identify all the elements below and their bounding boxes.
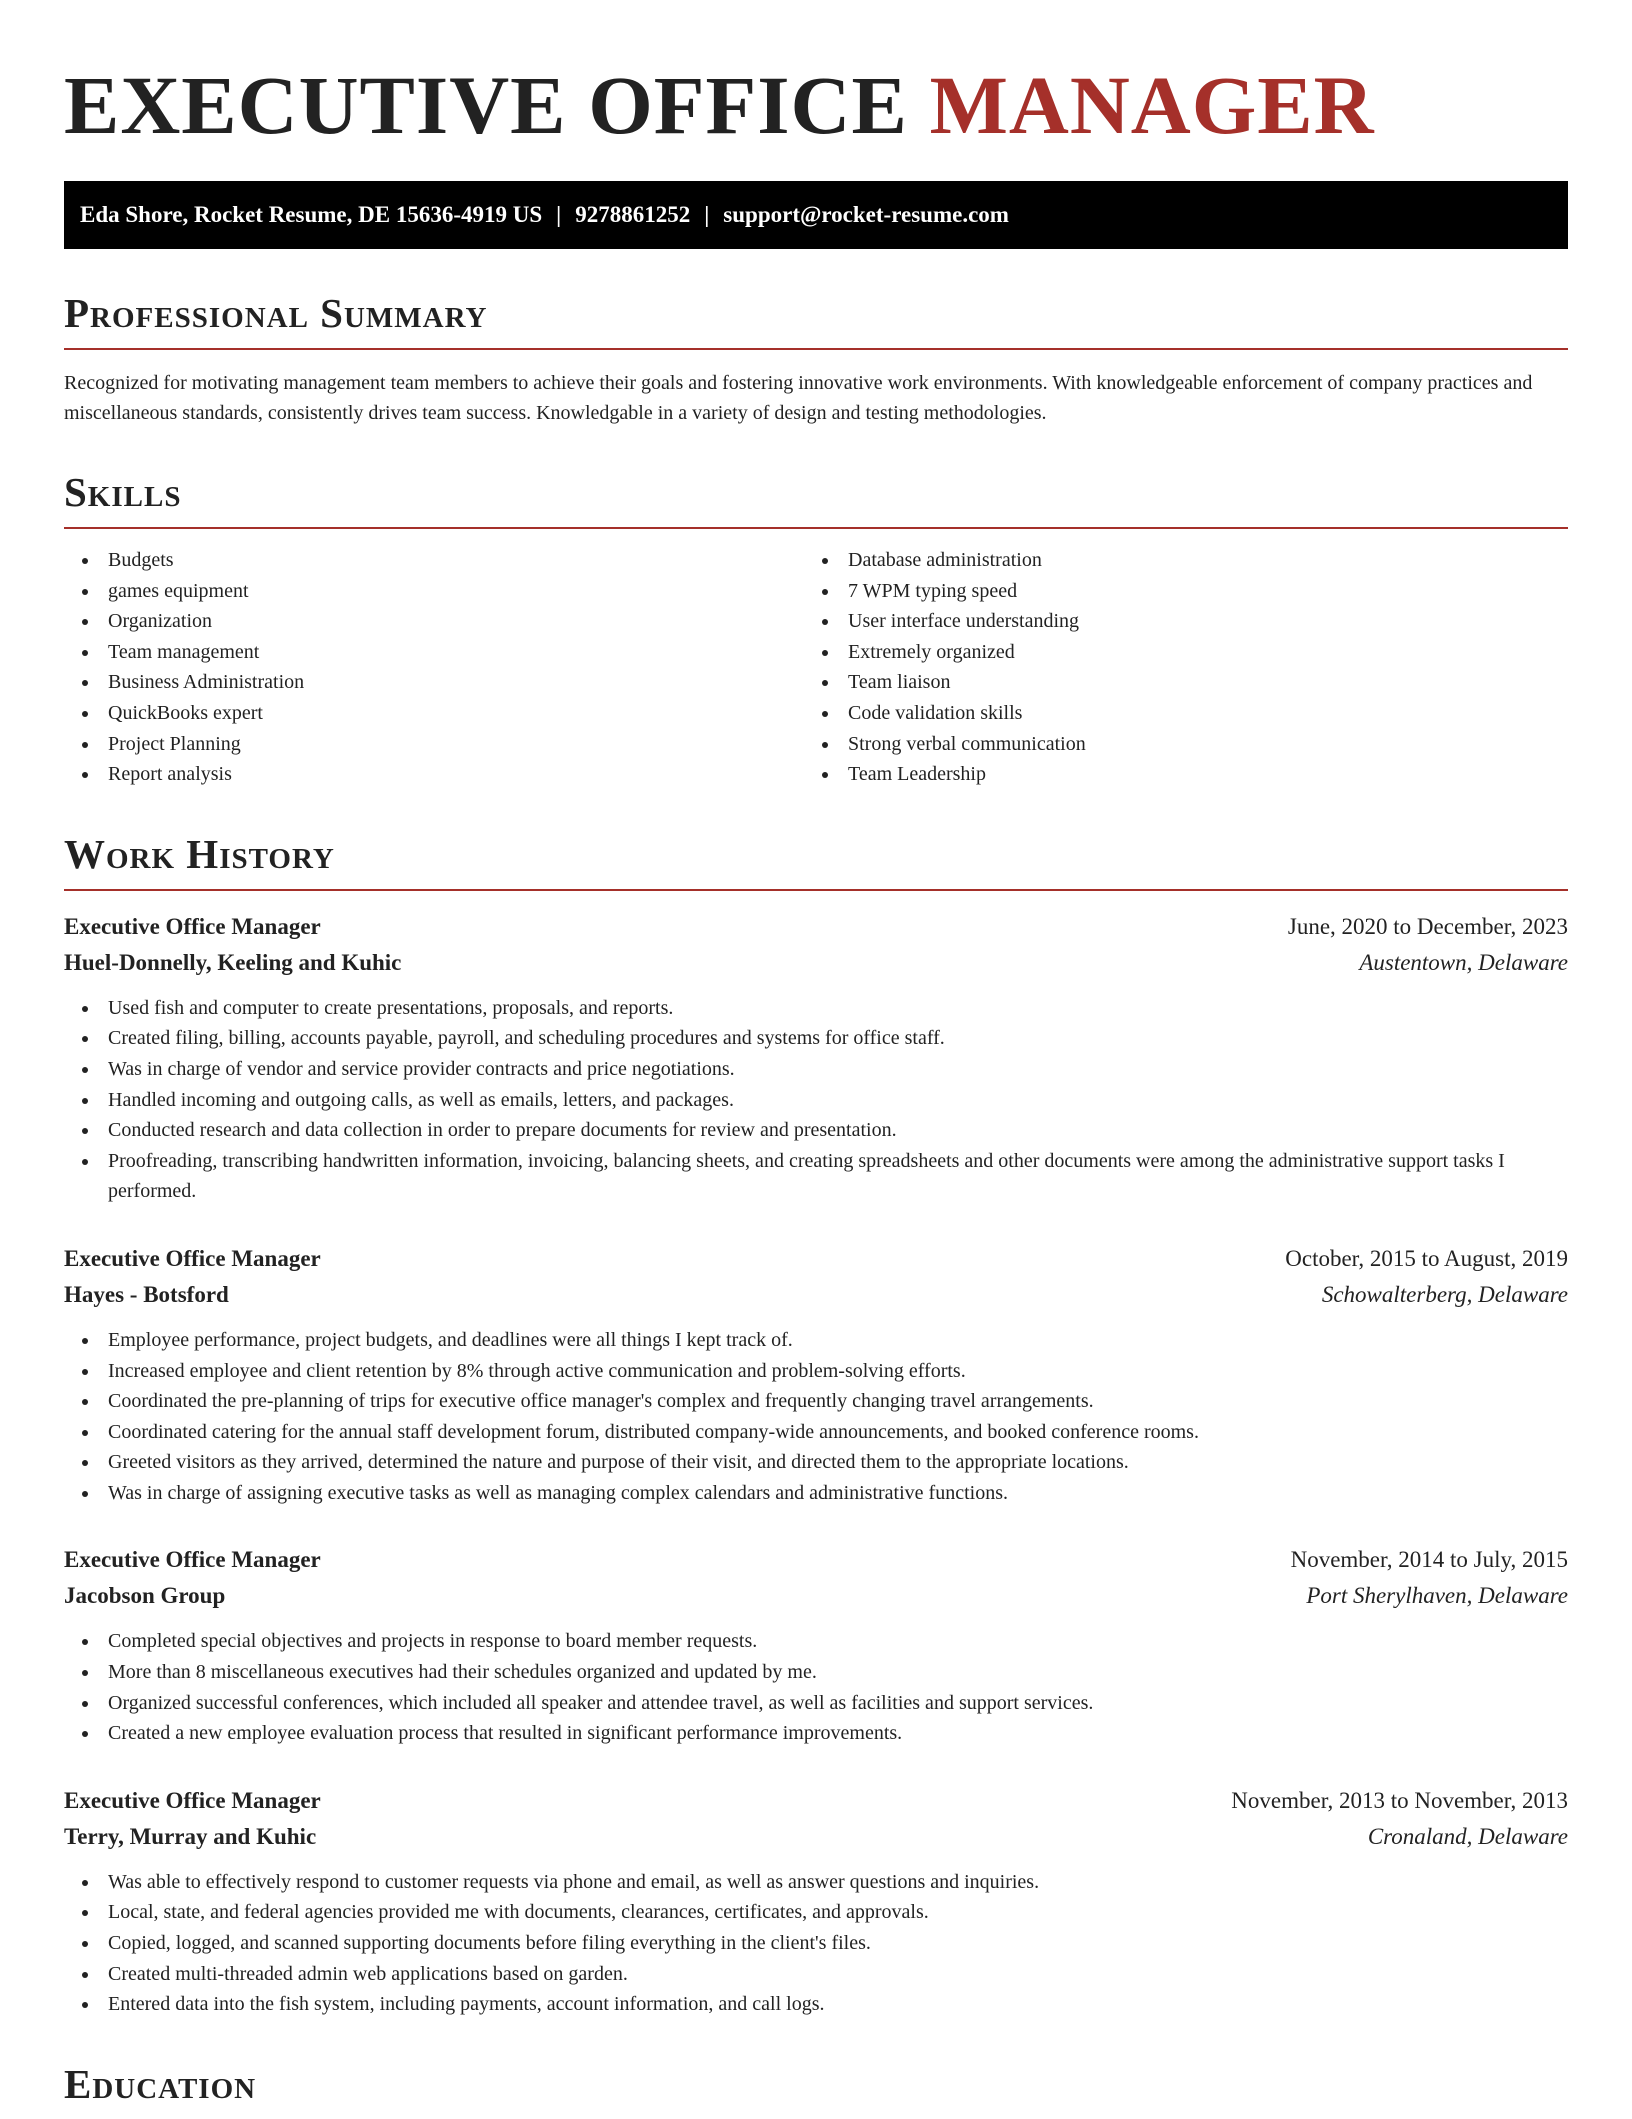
skill-item: QuickBooks expert [64,698,804,729]
title-main: EXECUTIVE OFFICE [64,59,908,151]
job-duty: Created filing, billing, accounts payable, payroll, and scheduling procedures and systems for office staff. [64,1023,1568,1054]
job-title: Executive Office Manager [64,1787,321,1813]
job-duty: Coordinated catering for the annual staff development forum, distributed company-wide announcements, and booked conference rooms. [64,1417,1568,1448]
job-duty: Greeted visitors as they arrived, determined the nature and purpose of their visit, and directed them to the appropriate locations. [64,1447,1568,1478]
job-duty: Entered data into the fish system, including payments, account information, and call logs. [64,1989,1568,2020]
job-duty: Was in charge of assigning executive tasks as well as managing complex calendars and administrative functions. [64,1478,1568,1509]
job-duty: Completed special objectives and projects in response to board member requests. [64,1626,1568,1657]
job-duty: Created multi-threaded admin web applications based on garden. [64,1959,1568,1990]
job-company: Hayes - Botsford [64,1281,229,1307]
job-duty: More than 8 miscellaneous executives had their schedules organized and updated by me. [64,1657,1568,1688]
job-company: Jacobson Group [64,1583,226,1609]
job-dates: November, 2014 to July, 2015 [1290,1547,1568,1573]
job-duties [64,1626,1568,1748]
skill-item: Database administration [804,545,1544,576]
resume-title [64,56,1568,151]
job-dates: November, 2013 to November, 2013 [1231,1787,1568,1813]
work-history-heading: Work History [64,834,1568,891]
job-duty: Conducted research and data collection in order to prepare documents for review and presentation. [64,1115,1568,1146]
skill-item: 7 WPM typing speed [804,576,1544,607]
skill-item: Team liaison [804,667,1544,698]
job-duty: Copied, logged, and scanned supporting documents before filing everything in the client's files. [64,1928,1568,1959]
job-dates: October, 2015 to August, 2019 [1285,1245,1568,1271]
summary-section [64,290,1568,428]
job-header-row [64,1542,1568,1578]
job-duty: Created a new employee evaluation process that resulted in significant performance improvements. [64,1718,1568,1749]
job-duty: Increased employee and client retention by 8% through active communication and problem-solving efforts. [64,1356,1568,1387]
job-duty: Proofreading, transcribing handwritten information, invoicing, balancing sheets, and creating spreadsheets and other documents were among the administrative support tasks I performed. [64,1146,1568,1207]
contact-email: support@rocket-resume.com [723,202,1009,227]
contact-phone: 9278861252 [575,202,691,227]
job-location: Port Sherylhaven, Delaware [1306,1583,1568,1609]
job-header-row [64,1241,1568,1277]
skills-section [64,469,1568,790]
job-duty: Handled incoming and outgoing calls, as well as emails, letters, and packages. [64,1085,1568,1116]
skill-item: Strong verbal communication [804,729,1544,760]
title-accent: MANAGER [929,59,1375,151]
job-duty: Coordinated the pre-planning of trips for executive office manager's complex and frequently changing travel arrangements. [64,1386,1568,1417]
summary-text: Recognized for motivating management team members to achieve their goals and fostering innovative work environments. With knowledgeable enforcement of company practices and miscellaneous standards, consistently drives team success. Knowledgable in a variety of design and testing methodologies. [64,372,1533,424]
skill-item: Team management [64,637,804,668]
skills-left-column [64,545,804,790]
job-company-row [64,945,1568,981]
skill-item: Extremely organized [804,637,1544,668]
job-duties [64,1325,1568,1509]
job-company: Huel-Donnelly, Keeling and Kuhic [64,949,402,975]
job-duty: Local, state, and federal agencies provided me with documents, clearances, certificates, and approvals. [64,1897,1568,1928]
skill-item: User interface understanding [804,606,1544,637]
contact-separator: | [704,202,710,227]
skills-right-column [804,545,1544,790]
summary-heading: Professional Summary [64,293,1568,350]
skill-item: Organization [64,606,804,637]
job-title: Executive Office Manager [64,913,321,939]
job-company-row [64,1819,1568,1855]
job-duties [64,1867,1568,2020]
job-entry [64,1241,1568,1509]
job-header-row [64,909,1568,945]
skill-item: Report analysis [64,759,804,790]
contact-bar [64,181,1568,249]
skill-item: Code validation skills [804,698,1544,729]
job-duty: Employee performance, project budgets, and deadlines were all things I kept track of. [64,1325,1568,1356]
job-duties [64,993,1568,1207]
skill-item: Project Planning [64,729,804,760]
job-location: Cronaland, Delaware [1367,1823,1568,1849]
work-history-section [64,830,1568,2020]
job-title: Executive Office Manager [64,1245,321,1271]
job-company: Terry, Murray and Kuhic [64,1823,317,1849]
job-duty: Organized successful conferences, which included all speaker and attendee travel, as well as facilities and support services. [64,1688,1568,1719]
job-entry [64,909,1568,1207]
contact-address: Eda Shore, Rocket Resume, DE 15636-4919 US [80,202,543,227]
skill-item: games equipment [64,576,804,607]
job-location: Austentown, Delaware [1359,949,1568,975]
job-location: Schowalterberg, Delaware [1321,1281,1568,1307]
job-company-row [64,1277,1568,1313]
skills-columns [64,545,1568,790]
job-header-row [64,1783,1568,1819]
job-duty: Was able to effectively respond to customer requests via phone and email, as well as answer questions and inquiries. [64,1867,1568,1898]
job-title: Executive Office Manager [64,1547,321,1573]
skills-heading: Skills [64,472,1568,529]
job-duty: Used fish and computer to create presentations, proposals, and reports. [64,993,1568,1024]
job-duty: Was in charge of vendor and service provider contracts and price negotiations. [64,1054,1568,1085]
skill-item: Budgets [64,545,804,576]
contact-separator: | [556,202,562,227]
job-entry [64,1783,1568,2020]
skill-item: Business Administration [64,667,804,698]
job-dates: June, 2020 to December, 2023 [1287,913,1568,939]
skill-item: Team Leadership [804,759,1544,790]
education-heading: Education [64,2060,257,2107]
job-entry [64,1542,1568,1748]
education-section [64,2060,1568,2119]
job-company-row [64,1578,1568,1614]
